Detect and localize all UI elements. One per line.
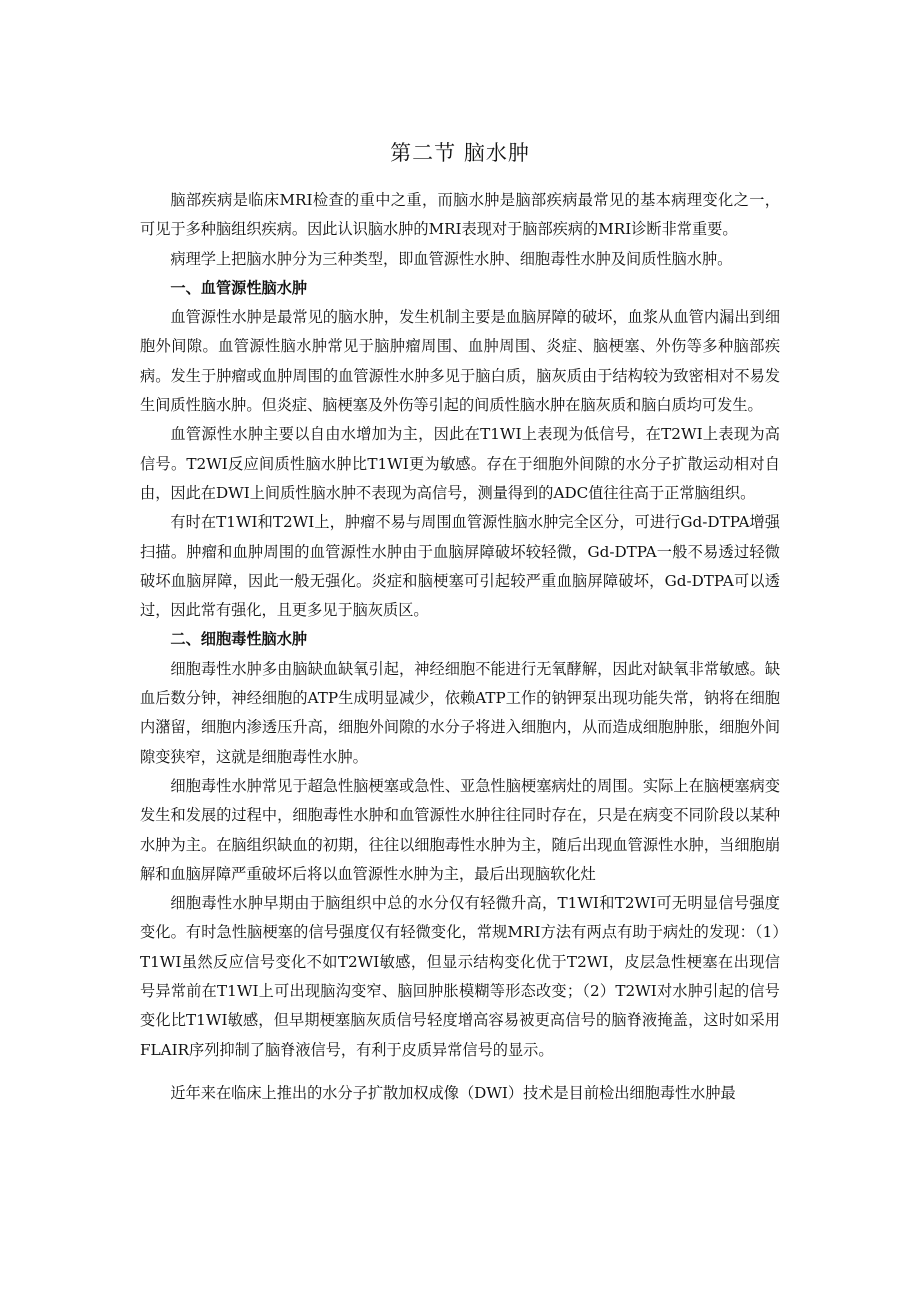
vasogenic-paragraph-1: 血管源性水肿是最常见的脑水肿，发生机制主要是血脑屏障的破坏，血浆从血管内漏出到细胞外间隙。血管源性脑水肿常见于脑肿瘤周围、血肿周围、炎症、脑梗塞、外伤等多种脑部疾病。发生于肿瘤或血肿周围的血管源性水肿多见于脑白质，脑灰质由于结构较为致密相对不易发生间质性脑水肿。但炎症、脑梗塞及外伤等引起的间质性脑水肿在脑灰质和脑白质均可发生。: [140, 308, 780, 415]
cytotoxic-paragraph-3: 细胞毒性水肿早期由于脑组织中总的水分仅有轻微升高，T1WI和T2WI可无明显信号强度变化。有时急性脑梗塞的信号强度仅有轻微变化，常规MRI方法有两点有助于病灶的发现：（1）T1WI虽然反应信号变化不如T2WI敏感，但显示结构变化优于T2WI，皮层急性梗塞在出现信号异常前在T1WI上可出现脑沟变窄、脑回肿胀模糊等形态改变；（2）T2WI对水肿引起的信号变化比T1WI敏感，但早期梗塞脑灰质信号轻度增高容易被更高信号的脑脊液掩盖，这时如采用FLAIR序列抑制了脑脊液信号，有利于皮质异常信号的显示。: [140, 894, 780, 1059]
page-title: 第二节 脑水肿: [390, 141, 530, 165]
section-heading-cytotoxic: 二、细胞毒性脑水肿: [170, 630, 308, 649]
document-body: [140, 186, 780, 1108]
cytotoxic-paragraph-4: 近年来在临床上推出的水分子扩散加权成像（DWI）技术是目前检出细胞毒性水肿最: [170, 1083, 736, 1102]
intro-paragraph-1: 脑部疾病是临床MRI检查的重中之重，而脑水肿是脑部疾病最常见的基本病理变化之一，可见于多种脑组织疾病。因此认识脑水肿的MRI表现对于脑部疾病的MRI诊断非常重要。: [140, 191, 780, 239]
cytotoxic-paragraph-2: 细胞毒性水肿常见于超急性脑梗塞或急性、亚急性脑梗塞病灶的周围。实际上在脑梗塞病变发生和发展的过程中，细胞毒性水肿和血管源性水肿往往同时存在，只是在病变不同阶段以某种水肿为主。在脑组织缺血的初期，往往以细胞毒性水肿为主，随后出现血管源性水肿，当细胞崩解和血脑屏障严重破坏后将以血管源性水肿为主，最后出现脑软化灶: [140, 776, 780, 883]
vasogenic-paragraph-3: 有时在T1WI和T2WI上，肿瘤不易与周围血管源性脑水肿完全区分，可进行Gd-DTPA增强扫描。肿瘤和血肿周围的血管源性水肿由于血脑屏障破坏较轻微，Gd-DTPA一般不易透过轻微破坏血脑屏障，因此一般无强化。炎症和脑梗塞可引起较严重血脑屏障破坏，Gd-DTPA可以透过，因此常有强化，且更多见于脑灰质区。: [140, 513, 780, 620]
intro-paragraph-2: 病理学上把脑水肿分为三种类型，即血管源性水肿、细胞毒性水肿及间质性脑水肿。: [170, 249, 733, 268]
section-heading-vasogenic: 一、血管源性脑水肿: [170, 278, 308, 297]
cytotoxic-paragraph-1: 细胞毒性水肿多由脑缺血缺氧引起，神经细胞不能进行无氧酵解，因此对缺氧非常敏感。缺血后数分钟，神经细胞的ATP生成明显减少，依赖ATP工作的钠钾泵出现功能失常，钠将在细胞内潴留，细胞内渗透压升高，细胞外间隙的水分子将进入细胞内，从而造成细胞肿胀，细胞外间隙变狭窄，这就是细胞毒性水肿。: [140, 659, 780, 766]
vasogenic-paragraph-2: 血管源性水肿主要以自由水增加为主，因此在T1WI上表现为低信号，在T2WI上表现为高信号。T2WI反应间质性脑水肿比T1WI更为敏感。存在于细胞外间隙的水分子扩散运动相对自由，因此在DWI上间质性脑水肿不表现为高信号，测量得到的ADC值往往高于正常脑组织。: [140, 425, 780, 502]
